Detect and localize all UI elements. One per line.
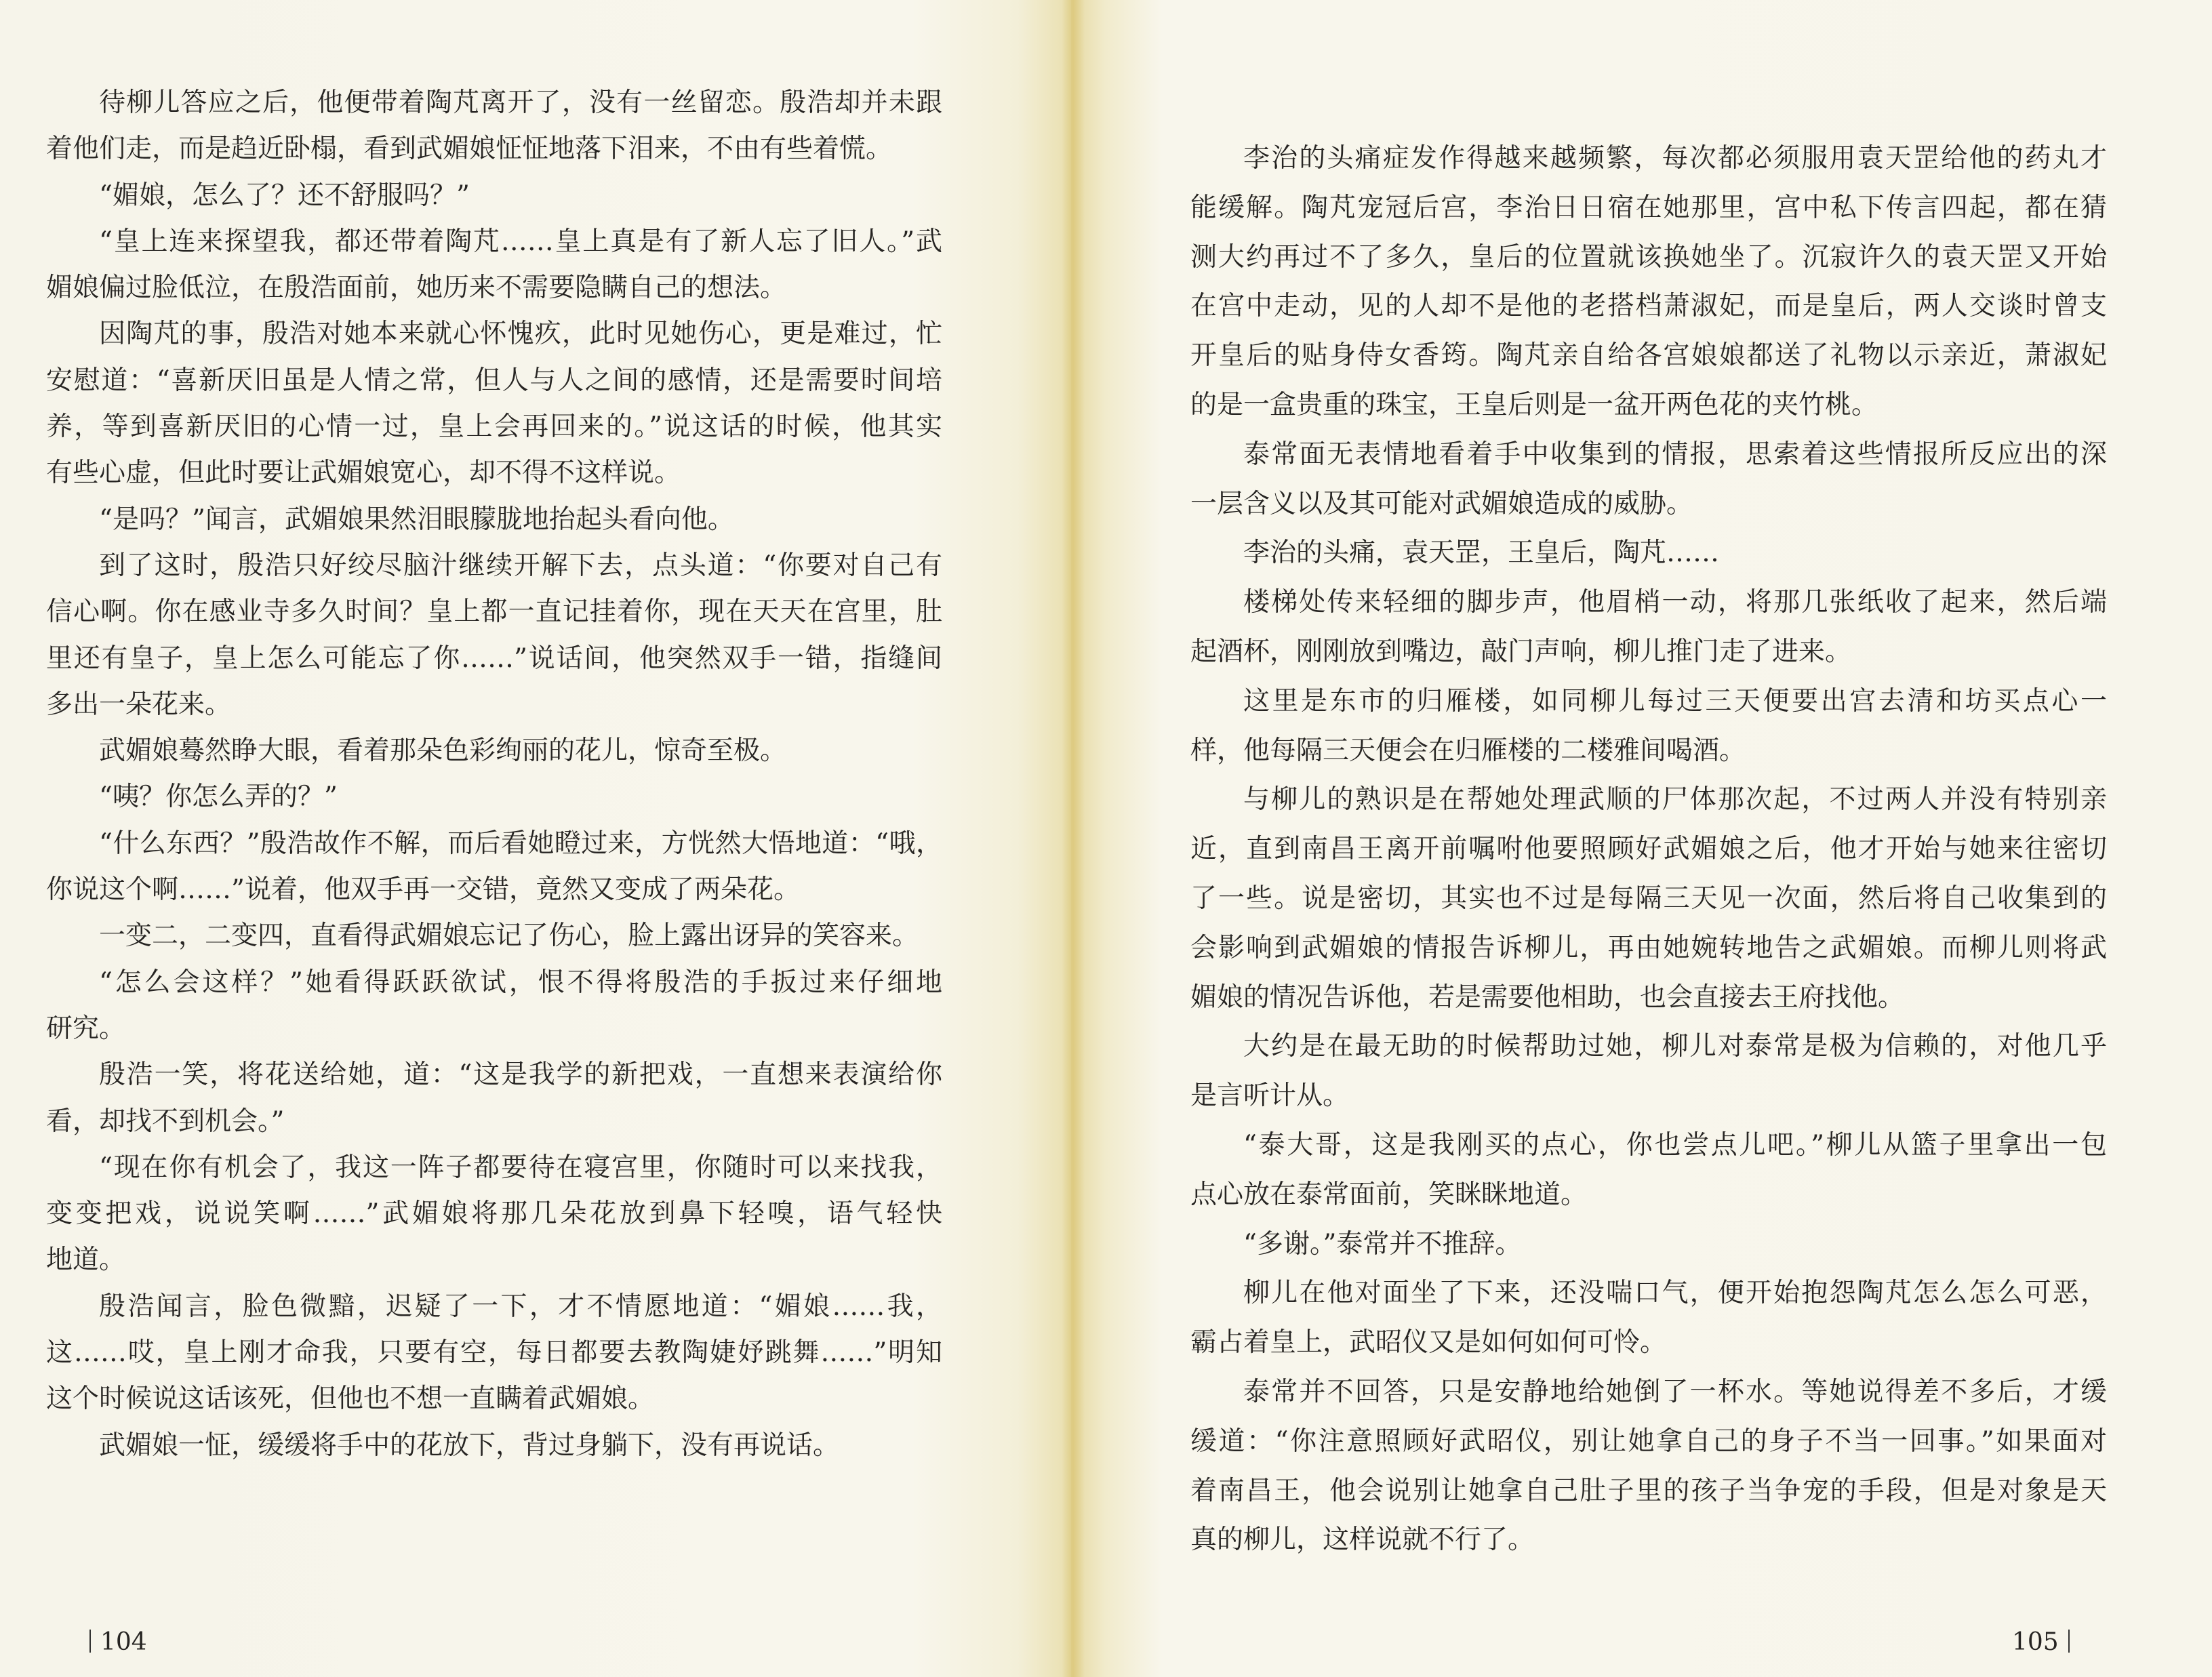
text-line: 柳儿在他对面坐了下来，还没喘口气，便开始抱怨陶芃怎么怎么可恶， (1243, 1278, 2107, 1309)
text-line: 会影响到武媚娘的情报告诉柳儿，再由她婉转地告之武媚娘。而柳儿则将武 (1190, 932, 2107, 963)
text-line: 地道。 (46, 1245, 126, 1276)
text-line: 了一些。说是密切，其实也不过是每隔三天见一次面，然后将自己收集到的 (1190, 883, 2107, 914)
paragraph (46, 80, 942, 173)
paragraph (1190, 529, 2107, 578)
text-line: 泰常面无表情地看着手中收集到的情报，思索着这些情报所反应出的深 (1243, 439, 2107, 470)
text-line: 信心啊。你在感业寺多久时间？皇上都一直记挂着你，现在天天在宫里，肚 (46, 597, 942, 628)
paragraph (46, 1284, 942, 1423)
text-line: 李治的头痛，袁天罡，王皇后，陶芃…… (1243, 538, 1720, 569)
paragraph (1190, 1022, 2107, 1121)
text-line: 着南昌王，他会说别让她拿自己肚子里的孩子当争宠的手段，但是对象是天 (1190, 1475, 2107, 1506)
paragraph (46, 774, 942, 820)
text-line: 这个时候说这话该死，但他也不想一直瞒着武媚娘。 (46, 1383, 655, 1415)
paragraph (1190, 1121, 2107, 1220)
text-line: 这……哎，皇上刚才命我，只要有空，每日都要去教陶婕妤跳舞……”明知 (46, 1337, 942, 1369)
text-line: 楼梯处传来轻细的脚步声，他眉梢一动，将那几张纸收了起来，然后端 (1243, 587, 2107, 618)
text-line: 武媚娘蓦然睁大眼，看着那朵色彩绚丽的花儿，惊奇至极。 (99, 735, 787, 767)
text-line: 变变把戏，说说笑啊……”武媚娘将那几朵花放到鼻下轻嗅，语气轻快 (46, 1198, 942, 1230)
text-line: 多出一朵花来。 (46, 689, 232, 720)
text-line: 着他们走，而是趋近卧榻，看到武媚娘怔怔地落下泪来，不由有些着慌。 (46, 134, 893, 165)
paragraph (1190, 134, 2107, 430)
paragraph (46, 219, 942, 312)
text-line: 媚娘的情况告诉他，若是需要他相助，也会直接去王府找他。 (1190, 982, 1905, 1013)
text-line: 因陶芃的事，殷浩对她本来就心怀愧疚，此时见她伤心，更是难过，忙 (99, 319, 942, 350)
text-line: 养，等到喜新厌旧的心情一过，皇上会再回来的。”说这话的时候，他其实 (46, 411, 942, 443)
page-number-text: 104 (100, 1628, 147, 1656)
page-number-left (80, 1625, 147, 1659)
paragraph (1190, 1220, 2107, 1270)
text-line: 李治的头痛症发作得越来越频繁，每次都必须服用袁天罡给他的药丸才 (1243, 143, 2107, 174)
text-line: 你说这个啊……”说着，他双手再一交错，竟然又变成了两朵花。 (46, 874, 800, 906)
text-line: “怎么会这样？”她看得跃跃欲试，恨不得将殷浩的手扳过来仔细地 (99, 967, 942, 998)
text-line: 真的柳儿，这样说就不行了。 (1190, 1524, 1535, 1556)
text-line: “媚娘，怎么了？还不舒服吗？” (99, 180, 470, 211)
page-number-right (2012, 1625, 2079, 1659)
text-line: 近，直到南昌王离开前嘱咐他要照顾好武媚娘之后，他才开始与她来往密切 (1190, 834, 2107, 865)
text-line: 霸占着皇上，武昭仪又是如何如何可怜。 (1190, 1327, 1667, 1358)
paragraph (1190, 677, 2107, 776)
paragraph (1190, 1269, 2107, 1368)
text-line: 一层含义以及其可能对武媚娘造成的威胁。 (1190, 488, 1693, 519)
text-line: “是吗？”闻言，武媚娘果然泪眼朦胧地抬起头看向他。 (99, 504, 734, 535)
text-line: 一变二，二变四，直看得武媚娘忘记了伤心，脸上露出讶异的笑容来。 (99, 921, 919, 952)
text-line: 看，却找不到机会。” (46, 1106, 285, 1137)
right-page-body (1190, 134, 2107, 1565)
text-line: 的是一盒贵重的珠宝，王皇后则是一盆开两色花的夹竹桃。 (1190, 389, 1878, 420)
paragraph (46, 1052, 942, 1145)
text-line: 大约是在最无助的时候帮助过她，柳儿对泰常是极为信赖的，对他几乎 (1243, 1031, 2107, 1062)
paragraph (46, 311, 942, 496)
paragraph (46, 173, 942, 219)
text-line: 缓道：“你注意照顾好武昭仪，别让她拿自己的身子不当一回事。”如果面对 (1190, 1426, 2107, 1457)
paragraph (46, 1145, 942, 1284)
left-page-body (46, 80, 942, 1469)
text-line: “多谢。”泰常并不推辞。 (1243, 1228, 1522, 1259)
text-line: “泰大哥，这是我刚买的点心，你也尝点儿吧。”柳儿从篮子里拿出一包 (1243, 1129, 2107, 1160)
paragraph (46, 913, 942, 959)
paragraph (1190, 430, 2107, 529)
text-line: “什么东西？”殷浩故作不解，而后看她瞪过来，方恍然大悟地道：“哦， (99, 828, 942, 859)
text-line: 殷浩一笑，将花送给她，道：“这是我学的新把戏，一直想来表演给你 (99, 1059, 942, 1091)
text-line: 起酒杯，刚刚放到嘴边，敲门声响，柳儿推门走了进来。 (1190, 636, 1852, 667)
text-line: “皇上连来探望我，都还带着陶芃……皇上真是有了新人忘了旧人。”武 (99, 226, 942, 257)
text-line: 到了这时，殷浩只好绞尽脑汁继续开解下去，点头道：“你要对自己有 (99, 550, 942, 581)
page-number-rule (89, 1630, 91, 1653)
book-gutter (1062, 0, 1085, 1677)
text-line: 点心放在泰常面前，笑眯眯地道。 (1190, 1179, 1588, 1210)
text-line: 研究。 (46, 1013, 126, 1044)
page-number-rule (2068, 1630, 2070, 1653)
text-line: 能缓解。陶芃宠冠后宫，李治日日宿在她那里，宫中私下传言四起，都在猜 (1190, 192, 2107, 223)
text-line: 安慰道：“喜新厌旧虽是人情之常，但人与人之间的感情，还是需要时间培 (46, 365, 942, 396)
text-line: 武媚娘一怔，缓缓将手中的花放下，背过身躺下，没有再说话。 (99, 1430, 840, 1461)
paragraph (46, 821, 942, 914)
paragraph (46, 1423, 942, 1469)
text-line: 在宫中走动，见的人却不是他的老搭档萧淑妃，而是皇后，两人交谈时曾支 (1190, 291, 2107, 322)
text-line: 与柳儿的熟识是在帮她处理武顺的尸体那次起，不过两人并没有特别亲 (1243, 784, 2107, 815)
text-line: 这里是东市的归雁楼，如同柳儿每过三天便要出宫去清和坊买点心一 (1243, 685, 2107, 716)
paragraph (46, 543, 942, 728)
text-line: 是言听计从。 (1190, 1080, 1350, 1112)
text-line: 开皇后的贴身侍女香筠。陶芃亲自给各宫娘娘都送了礼物以示亲近，萧淑妃 (1190, 340, 2107, 371)
text-line: 里还有皇子，皇上怎么可能忘了你……”说话间，他突然双手一错，指缝间 (46, 643, 942, 674)
text-line: 测大约再过不了多久，皇后的位置就该换她坐了。沉寂许久的袁天罡又开始 (1190, 241, 2107, 272)
text-line: 泰常并不回答，只是安静地给她倒了一杯水。等她说得差不多后，才缓 (1243, 1376, 2107, 1407)
paragraph (1190, 775, 2107, 1022)
text-line: 殷浩闻言，脸色微黯，迟疑了一下，才不情愿地道：“媚娘……我， (99, 1291, 942, 1322)
text-line: 媚娘偏过脸低泣，在殷浩面前，她历来不需要隐瞒自己的想法。 (46, 272, 787, 304)
paragraph (46, 497, 942, 543)
text-line: 样，他每隔三天便会在归雁楼的二楼雅间喝酒。 (1190, 735, 1746, 766)
paragraph (1190, 1368, 2107, 1565)
page-number-text: 105 (2012, 1628, 2059, 1656)
text-line: “咦？你怎么弄的？” (99, 782, 338, 813)
text-line: “现在你有机会了，我这一阵子都要待在寝宫里，你随时可以来找我， (99, 1152, 942, 1183)
paragraph (1190, 578, 2107, 677)
paragraph (46, 960, 942, 1053)
text-line: 待柳儿答应之后，他便带着陶芃离开了，没有一丝留恋。殷浩却并未跟 (99, 87, 942, 118)
text-line: 有些心虚，但此时要让武媚娘宽心，却不得不这样说。 (46, 458, 681, 489)
paragraph (46, 728, 942, 774)
